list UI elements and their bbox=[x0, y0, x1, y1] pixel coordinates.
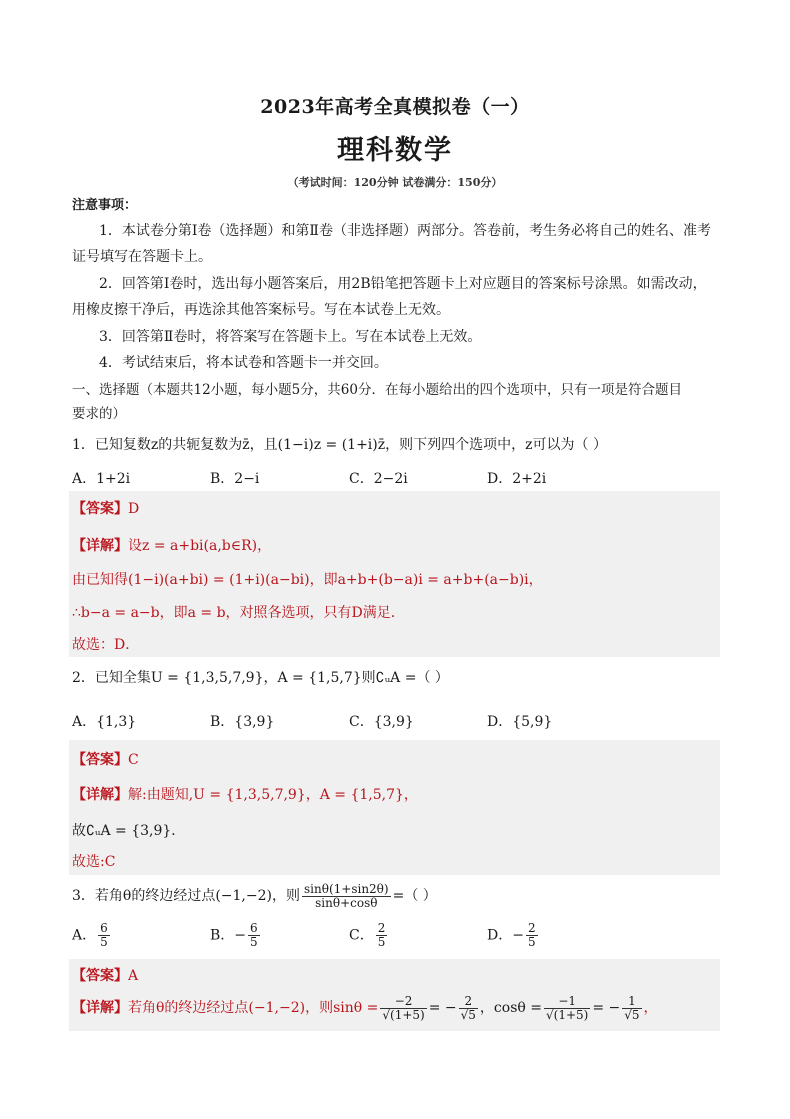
q3-option-c: C． $\frac{2}{5}$ bbox=[349, 921, 386, 949]
detail-tag: 【详解】 bbox=[72, 787, 128, 803]
q1-detail-line-1: 【详解】设z = a+bi(a,b∈R)， bbox=[72, 538, 272, 554]
answer-tag: 【答案】 bbox=[72, 968, 128, 984]
note-3: 3．回答第Ⅱ卷时，将答案写在答题卡上。写在本试卷上无效。 bbox=[99, 329, 482, 345]
q1-option-b: B．2−i bbox=[210, 471, 260, 487]
q1-answer-line bbox=[72, 498, 139, 518]
q3-answer-value: A bbox=[128, 968, 139, 984]
q1-option-d: D．2+2i bbox=[487, 471, 547, 487]
q3-stem-fraction: $\frac{\sin\theta(1+\sin 2\theta)}{\sin\theta+\cos\theta}$ bbox=[304, 881, 389, 910]
q1-detail-line-2: 由已知得(1−i)(a+bi) = (1+i)(a−bi)，即a+b+(b−a)i = a+b+(a−b)i， bbox=[72, 572, 543, 588]
q2-option-b: B．{3,9} bbox=[210, 714, 275, 730]
q2-option-d: D．{5,9} bbox=[487, 714, 553, 730]
section-heading-line-2: 要求的） bbox=[72, 406, 126, 422]
question-2-stem: 2．已知全集U = {1,3,5,7,9}，A = {1,5,7}则∁ᵤA =（ ） bbox=[72, 670, 449, 686]
note-2-line-1: 2．回答第Ⅰ卷时，选出每小题答案后，用2B铅笔把答题卡上对应题目的答案标号涂黑。如需改动， bbox=[99, 276, 707, 292]
note-2-line-2: 用橡皮擦干净后，再选涂其他答案标号。写在本试卷上无效。 bbox=[72, 302, 450, 318]
exam-subject: 理科数学 bbox=[337, 135, 453, 166]
q2-answer-value: C bbox=[128, 752, 139, 768]
exam-time-info: （考试时间：120分钟 试卷满分：150分） bbox=[287, 176, 503, 189]
note-1-line-2: 证号填写在答题卡上。 bbox=[72, 249, 212, 265]
detail-tag: 【详解】 bbox=[72, 1000, 128, 1016]
q3-option-a: A． $\frac{6}{5}$ bbox=[72, 921, 108, 949]
q2-answer-block bbox=[69, 740, 720, 875]
q3-answer-block bbox=[69, 959, 720, 1031]
q2-detail-line-2: 故∁ᵤA = {3,9}． bbox=[72, 823, 186, 839]
answer-tag: 【答案】 bbox=[72, 501, 128, 517]
q3-detail-line-1: 【详解】若角θ的终边经过点(−1,−2)，则sinθ = $\frac{-2}{√(1+5)}$ = − $\frac{2}{√5}$ ，cosθ = $\frac{-1}{√(1+5)}$ = − $\frac{1}{√5}$ ， bbox=[72, 993, 658, 1022]
section-heading-line-1: 一、选择题（本题共12小题，每小题5分，共60分．在每小题给出的四个选项中，只有一项是符合题目 bbox=[72, 382, 682, 398]
notes-heading: 注意事项： bbox=[72, 198, 138, 213]
q3-answer-line bbox=[72, 965, 138, 985]
q1-answer-block bbox=[69, 491, 720, 657]
q1-option-c: C．2−2i bbox=[349, 471, 408, 487]
q1-answer-value: D bbox=[128, 501, 140, 517]
q2-detail-line-1: 【详解】解:由题知,U = {1,3,5,7,9}，A = {1,5,7}， bbox=[72, 787, 418, 803]
q2-answer-line bbox=[72, 749, 139, 769]
note-1-line-1: 1．本试卷分第Ⅰ卷（选择题）和第Ⅱ卷（非选择题）两部分。答卷前，考生务必将自己的姓名、准考 bbox=[99, 223, 711, 239]
detail-tag: 【详解】 bbox=[72, 538, 128, 554]
q3-option-b: B．− $\frac{6}{5}$ bbox=[210, 921, 258, 949]
q2-option-c: C．{3,9} bbox=[349, 714, 414, 730]
q3-option-d: D．− $\frac{2}{5}$ bbox=[487, 921, 536, 949]
note-4: 4．考试结束后，将本试卷和答题卡一并交回。 bbox=[99, 355, 388, 371]
q1-detail-line-4: 故选：D． bbox=[72, 637, 140, 653]
q1-option-a: A．1+2i bbox=[72, 471, 131, 487]
q2-detail-line-3: 故选:C bbox=[72, 854, 116, 870]
answer-tag: 【答案】 bbox=[72, 752, 128, 768]
exam-title: 2023年高考全真模拟卷（一） bbox=[260, 96, 530, 118]
question-1-stem: 1．已知复数z的共轭复数为z̄，且(1−i)z = (1+i)z̄，则下列四个选项中，z可以为（ ） bbox=[72, 437, 607, 453]
q1-detail-line-3: ∴b−a = a−b，即a = b，对照各选项，只有D满足． bbox=[72, 605, 405, 621]
q2-option-a: A．{1,3} bbox=[72, 714, 137, 730]
question-3-stem: 3．若角θ的终边经过点(−1,−2)，则 $\frac{\sin\theta(1+\sin 2\theta)}{\sin\theta+\cos\theta}$ =（ ） bbox=[72, 881, 437, 910]
